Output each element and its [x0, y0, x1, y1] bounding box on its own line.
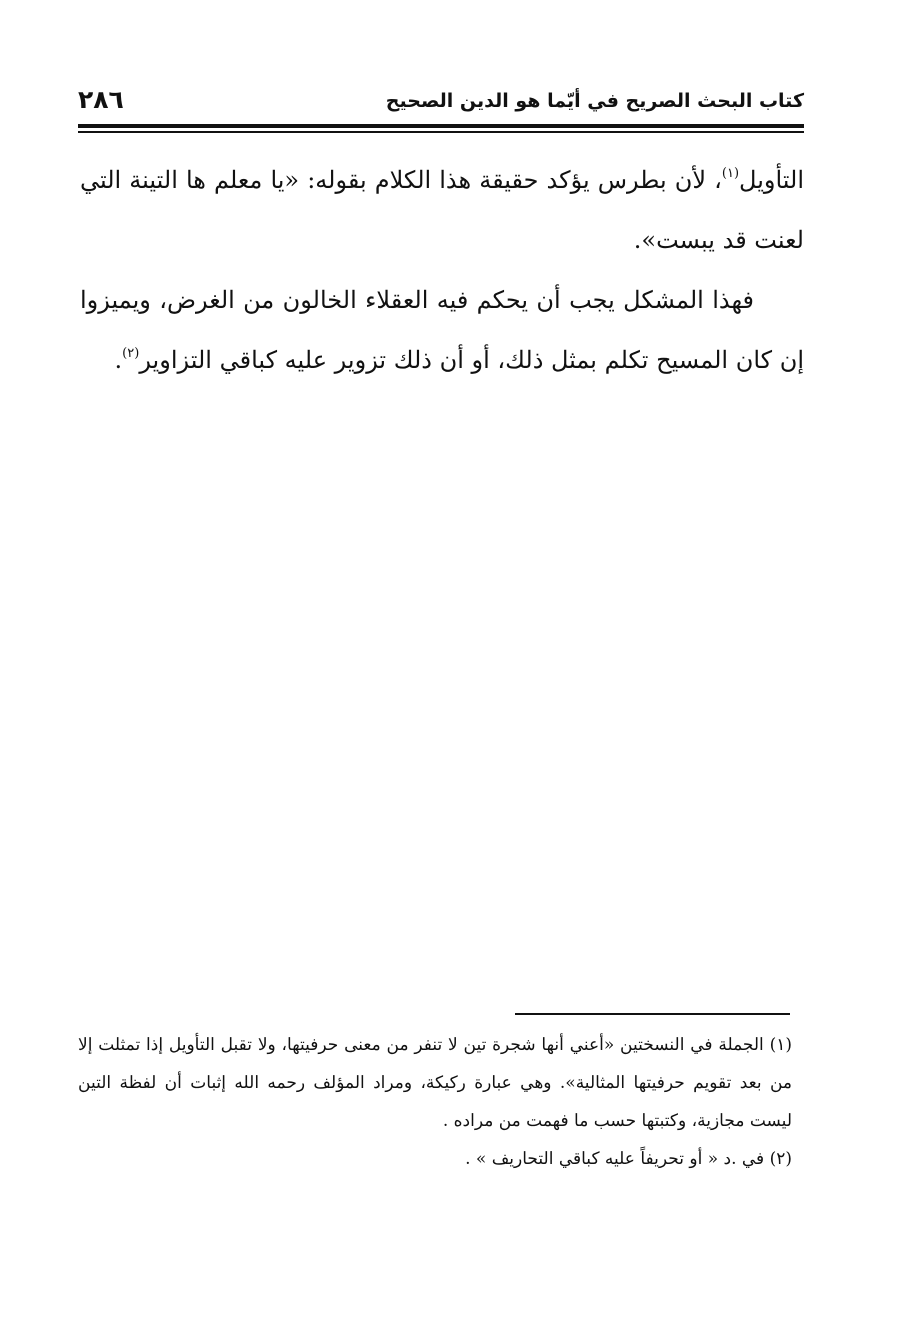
running-title: كتاب البحث الصريح في أيّما هو الدين الصحيح	[385, 90, 804, 112]
main-text	[80, 150, 804, 390]
paragraph-2-text-b: .	[114, 346, 123, 374]
paragraph-2	[80, 270, 804, 390]
footnotes	[78, 1026, 792, 1178]
page-number: ٢٨٦	[78, 85, 124, 114]
footnote-1: (١) الجملة في النسختين «أعني أنها شجرة تين لا تنفر من معنى حرفيتها، ولا تقبل التأويل إذا تمثلت إلا من بعد تقويم حرفيتها المثالية». وهي عبارة ركيكة، ومراد المؤلف رحمه الله إثبات أن لفظة التين ليست مجازية، وكتبتها حسب ما فهمت من مراده .	[78, 1035, 792, 1131]
paragraph-1	[80, 150, 804, 270]
header-rule-thick	[78, 124, 804, 128]
paragraph-2-text-a: فهذا المشكل يجب أن يحكم فيه العقلاء الخالون من الغرض، ويميزوا إن كان المسيح تكلم بمثل ذلك، أو أن ذلك تزوير عليه كباقي التزاوير	[80, 286, 804, 374]
footnote-ref-1: (١)	[721, 166, 740, 181]
footnote-2: (٢) في .د « أو تحريفاً عليه كباقي التحاريف » .	[465, 1149, 792, 1169]
page-header	[78, 86, 804, 122]
paragraph-1-text-b: ، لأن بطرس يؤكد حقيقة هذا الكلام بقوله: «يا معلم ها التينة التي لعنت قد يبست».	[80, 166, 804, 254]
header-rule-thin	[78, 131, 804, 133]
paragraph-1-text-a: التأويل	[739, 166, 804, 194]
footnote-ref-2: (٢)	[122, 346, 140, 361]
footnote-separator	[515, 1013, 790, 1015]
